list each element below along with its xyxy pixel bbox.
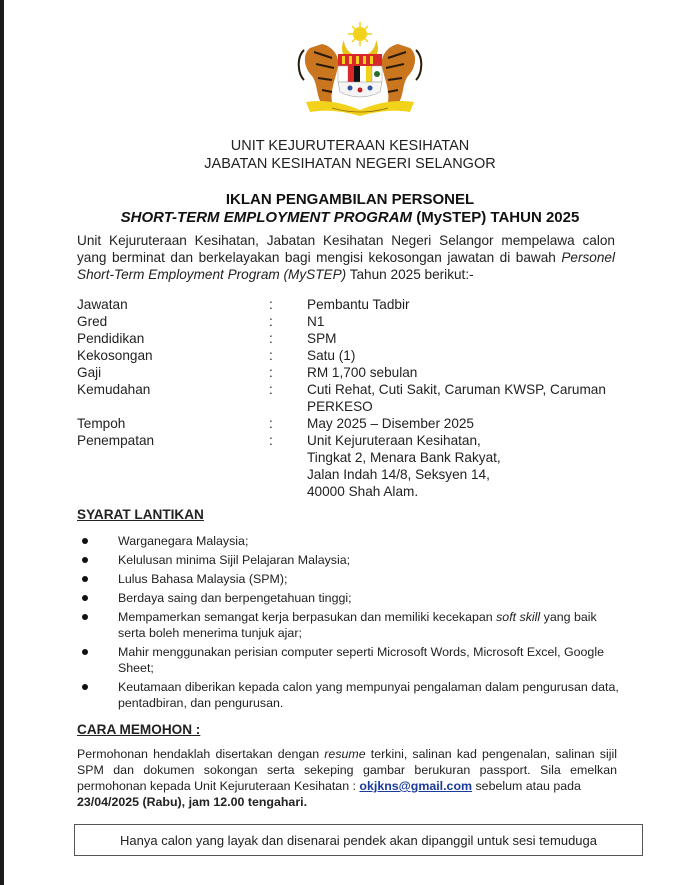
apply-text: Permohonan hendaklah disertakan dengan bbox=[77, 747, 325, 761]
detail-label: Kemudahan bbox=[77, 382, 151, 397]
detail-value-line: N1 bbox=[307, 314, 325, 329]
intro-paragraph bbox=[77, 232, 615, 283]
detail-colon: : bbox=[269, 416, 273, 431]
requirement-before: Mempamerkan semangat kerja berpasukan dan memiliki kecekapan bbox=[118, 610, 497, 624]
detail-value-line: PERKESO bbox=[307, 399, 373, 414]
requirement-text bbox=[118, 571, 287, 587]
detail-colon: : bbox=[269, 348, 273, 363]
detail-label: Jawatan bbox=[77, 297, 128, 312]
detail-row bbox=[77, 364, 617, 381]
detail-value-line: SPM bbox=[307, 331, 337, 346]
detail-value-line: RM 1,700 sebulan bbox=[307, 365, 418, 380]
detail-value bbox=[307, 296, 617, 313]
requirement-item bbox=[77, 679, 622, 711]
apply-text-2: terkini, salinan kad pengenalan, salinan sijil SPM dan dokumen sokongan serta sekeping gambar berukuran passport. Sila emelkan permohonan kepada Unit Kejuruteraan Kesihatan : bbox=[77, 747, 617, 793]
malaysia-coat-of-arms-icon bbox=[292, 18, 428, 118]
how-to-apply-paragraph bbox=[77, 746, 617, 810]
bullet-icon bbox=[77, 590, 118, 606]
bullet-icon bbox=[77, 609, 118, 641]
program-name: SHORT-TERM EMPLOYMENT PROGRAM bbox=[120, 209, 413, 226]
detail-value-line: May 2025 – Disember 2025 bbox=[307, 416, 474, 431]
requirement-text bbox=[118, 552, 350, 568]
requirement-before: Berdaya saing dan berpengetahuan tinggi; bbox=[118, 591, 352, 605]
org-name-line1: UNIT KEJURUTERAAN KESIHATAN bbox=[230, 138, 470, 154]
requirements-list bbox=[77, 533, 622, 714]
detail-colon: : bbox=[269, 331, 273, 346]
intro-text: Unit Kejuruteraan Kesihatan, Jabatan Kesihatan Negeri Selangor mempelawa calon yang berminat dan berkelayakan bagi mengisi kekosongan jawatan di bawah bbox=[77, 233, 615, 265]
detail-value-line: Pembantu Tadbir bbox=[307, 297, 410, 312]
requirement-text bbox=[118, 590, 352, 606]
detail-colon: : bbox=[269, 382, 273, 397]
bullet-icon bbox=[77, 679, 118, 711]
detail-value bbox=[307, 432, 617, 500]
detail-row bbox=[77, 432, 617, 500]
requirement-text bbox=[118, 609, 622, 641]
apply-deadline: 23/04/2025 (Rabu), jam 12.00 tengahari. bbox=[77, 795, 308, 809]
position-details bbox=[77, 296, 617, 500]
requirement-text bbox=[118, 679, 622, 711]
notice-box: Hanya calon yang layak dan disenarai pendek akan dipanggil untuk sesi temuduga bbox=[74, 824, 643, 856]
detail-label: Pendidikan bbox=[77, 331, 145, 346]
detail-value bbox=[307, 381, 617, 415]
intro-text-end: Tahun 2025 berikut:- bbox=[346, 267, 474, 282]
detail-label: Tempoh bbox=[77, 416, 126, 431]
requirement-before: Warganegara Malaysia; bbox=[118, 534, 249, 548]
requirement-before: Kelulusan minima Sijil Pelajaran Malaysia; bbox=[118, 553, 351, 567]
requirement-after: yang baik serta boleh menerima tunjuk ajar; bbox=[118, 610, 597, 640]
requirement-before: Lulus Bahasa Malaysia (SPM); bbox=[118, 572, 288, 586]
apply-text-3: sebelum atau pada bbox=[472, 779, 581, 793]
email-link[interactable]: okjkns@gmail.com bbox=[359, 779, 473, 793]
detail-value bbox=[307, 415, 617, 432]
how-to-apply-heading: CARA MEMOHON : bbox=[77, 722, 201, 737]
detail-value-line: Jalan Indah 14/8, Seksyen 14, bbox=[307, 467, 490, 482]
apply-resume: resume bbox=[324, 747, 366, 761]
detail-value-line: Satu (1) bbox=[307, 348, 356, 363]
detail-row bbox=[77, 381, 617, 415]
detail-value bbox=[307, 330, 617, 347]
bullet-icon bbox=[77, 571, 118, 587]
requirement-text bbox=[118, 533, 248, 549]
requirement-item bbox=[77, 533, 622, 549]
detail-label: Kekosongan bbox=[77, 348, 153, 363]
requirement-item bbox=[77, 644, 622, 676]
intro-program: Personel Short-Term Employment Program (MySTEP) bbox=[77, 250, 615, 282]
bullet-icon bbox=[77, 552, 118, 568]
detail-value-line: 40000 Shah Alam. bbox=[307, 484, 419, 499]
program-year: (MySTEP) TAHUN 2025 bbox=[412, 209, 580, 226]
requirement-item bbox=[77, 590, 622, 606]
bullet-icon bbox=[77, 644, 118, 676]
detail-value bbox=[307, 313, 617, 330]
detail-row bbox=[77, 347, 617, 364]
detail-label: Penempatan bbox=[77, 433, 155, 448]
detail-value bbox=[307, 347, 617, 364]
requirement-before: Mahir menggunakan perisian computer seperti Microsoft Words, Microsoft Excel, Google Sheet; bbox=[118, 645, 604, 675]
ad-subtitle bbox=[0, 208, 700, 227]
detail-value-line: Cuti Rehat, Cuti Sakit, Caruman KWSP, Caruman bbox=[307, 382, 606, 397]
detail-colon: : bbox=[269, 433, 273, 448]
detail-colon: : bbox=[269, 314, 273, 329]
org-name-line2: JABATAN KESIHATAN NEGERI SELANGOR bbox=[204, 156, 496, 172]
detail-colon: : bbox=[269, 297, 273, 312]
requirement-text bbox=[118, 644, 622, 676]
detail-row bbox=[77, 296, 617, 313]
requirement-item bbox=[77, 609, 622, 641]
detail-row bbox=[77, 313, 617, 330]
requirement-before: Keutamaan diberikan kepada calon yang mempunyai pengalaman dalam pengurusan data, pentadbiran, dan pengurusan. bbox=[118, 680, 619, 710]
requirement-italic: soft skill bbox=[496, 610, 541, 624]
detail-value-line: Tingkat 2, Menara Bank Rakyat, bbox=[307, 450, 501, 465]
detail-value-line: Unit Kejuruteraan Kesihatan, bbox=[307, 433, 481, 448]
detail-label: Gaji bbox=[77, 365, 102, 380]
requirement-item bbox=[77, 571, 622, 587]
requirement-item bbox=[77, 552, 622, 568]
scan-edge bbox=[0, 0, 4, 885]
detail-colon: : bbox=[269, 365, 273, 380]
bullet-icon bbox=[77, 533, 118, 549]
detail-row bbox=[77, 330, 617, 347]
detail-value bbox=[307, 364, 617, 381]
detail-row bbox=[77, 415, 617, 432]
requirements-heading: SYARAT LANTIKAN bbox=[77, 507, 204, 522]
detail-label: Gred bbox=[77, 314, 108, 329]
ad-title: IKLAN PENGAMBILAN PERSONEL bbox=[225, 191, 475, 208]
